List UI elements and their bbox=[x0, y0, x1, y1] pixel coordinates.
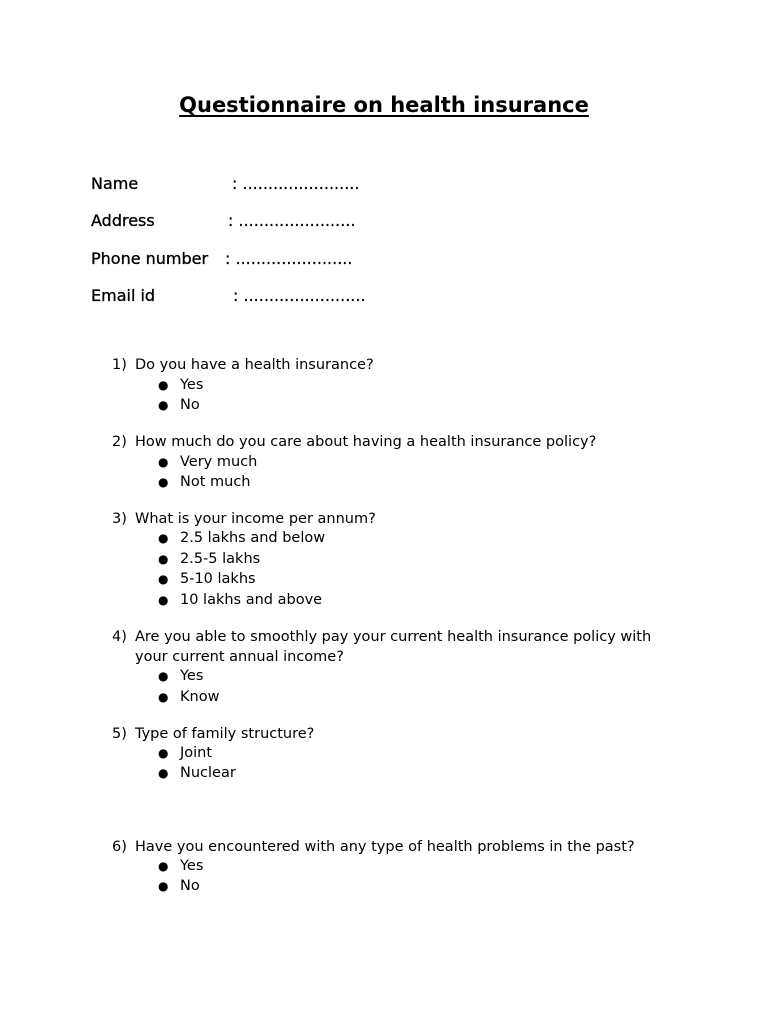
question-number: 2) bbox=[112, 434, 127, 450]
bullet-icon: ● bbox=[158, 572, 169, 586]
option-text: 2.5 lakhs and below bbox=[180, 530, 326, 546]
question-number: 4) bbox=[112, 629, 127, 645]
option-text: Yes bbox=[180, 668, 204, 684]
option-text: 10 lakhs and above bbox=[180, 592, 323, 608]
email-id-label: Email id bbox=[91, 286, 156, 305]
option-text: Yes bbox=[180, 858, 204, 874]
bullet-icon: ● bbox=[158, 378, 169, 392]
phone-number-label: Phone number bbox=[91, 249, 209, 268]
question-text: What is your income per annum? bbox=[135, 511, 376, 527]
option-text: No bbox=[180, 397, 200, 413]
option-text: Joint bbox=[180, 745, 213, 761]
bullet-icon: ● bbox=[158, 859, 169, 873]
option-text: 5-10 lakhs bbox=[180, 571, 256, 587]
bullet-icon: ● bbox=[158, 879, 169, 893]
bullet-icon: ● bbox=[158, 455, 169, 469]
bullet-icon: ● bbox=[158, 531, 169, 545]
page-title: Questionnaire on health insurance bbox=[179, 93, 589, 117]
name-value: : ....................... bbox=[232, 174, 360, 193]
option-text: Very much bbox=[180, 454, 258, 470]
option-text: Know bbox=[180, 689, 220, 705]
question-number: 5) bbox=[112, 726, 127, 742]
question-text-line-1: Are you able to smoothly pay your current health insurance policy with bbox=[135, 629, 652, 645]
bullet-icon: ● bbox=[158, 593, 169, 607]
email-id-value: : ........................ bbox=[233, 286, 366, 305]
question-number: 1) bbox=[112, 357, 127, 373]
name-label: Name bbox=[91, 174, 139, 193]
address-label: Address bbox=[91, 211, 155, 230]
question-text: How much do you care about having a health insurance policy? bbox=[135, 434, 597, 450]
bullet-icon: ● bbox=[158, 746, 169, 760]
bullet-icon: ● bbox=[158, 552, 169, 566]
option-text: No bbox=[180, 878, 200, 894]
question-number: 3) bbox=[112, 511, 127, 527]
option-text: Not much bbox=[180, 474, 251, 490]
question-number: 6) bbox=[112, 839, 127, 855]
address-value: : ....................... bbox=[228, 211, 356, 230]
bullet-icon: ● bbox=[158, 766, 169, 780]
bullet-icon: ● bbox=[158, 475, 169, 489]
bullet-icon: ● bbox=[158, 669, 169, 683]
question-text: Do you have a health insurance? bbox=[135, 357, 374, 373]
phone-number-value: : ....................... bbox=[225, 249, 353, 268]
option-text: 2.5-5 lakhs bbox=[180, 551, 261, 567]
question-text-line-2: your current annual income? bbox=[135, 649, 344, 665]
option-text: Nuclear bbox=[180, 765, 236, 781]
bullet-icon: ● bbox=[158, 398, 169, 412]
option-text: Yes bbox=[180, 377, 204, 393]
question-text: Type of family structure? bbox=[135, 726, 315, 742]
question-text: Have you encountered with any type of health problems in the past? bbox=[135, 839, 635, 855]
bullet-icon: ● bbox=[158, 690, 169, 704]
